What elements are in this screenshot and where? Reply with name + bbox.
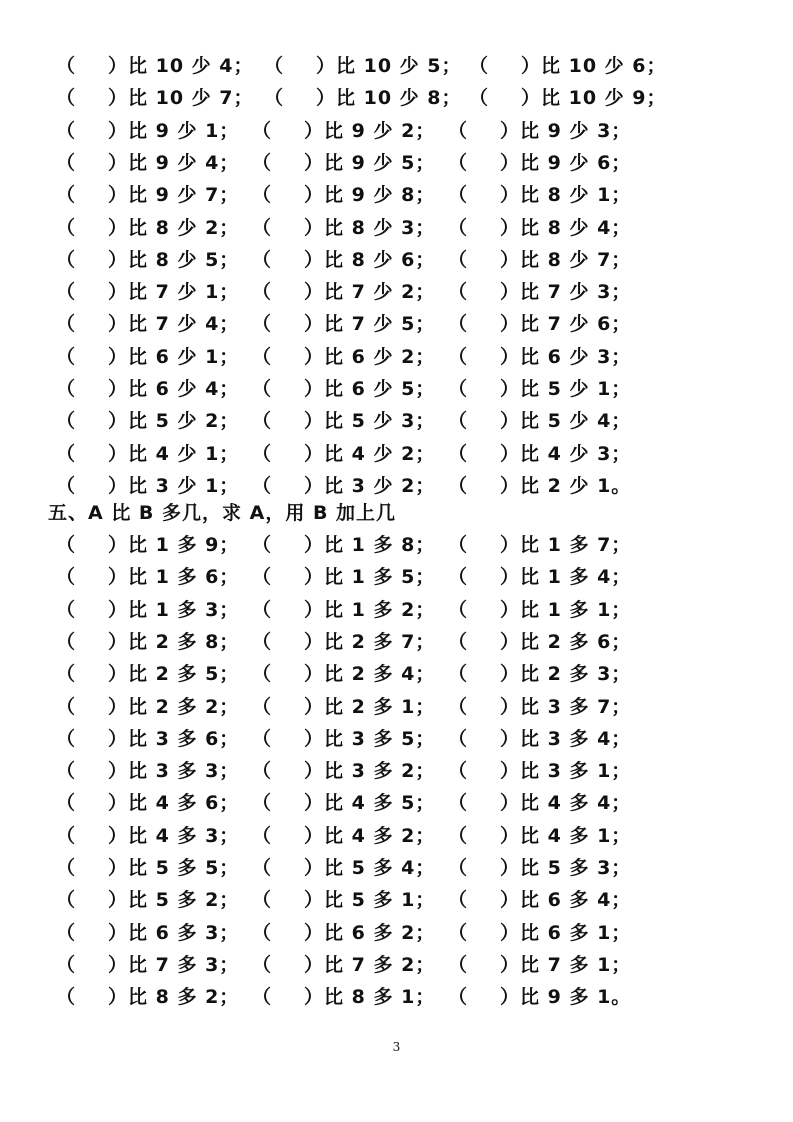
exercise-text: ）比 6 少 2； — [304, 345, 436, 368]
exercise-text: ）比 8 少 7； — [500, 248, 632, 271]
exercise-text: ）比 6 少 1； — [108, 345, 240, 368]
answer-blank-open-paren: （ — [252, 986, 272, 1009]
exercise-row — [0, 626, 793, 658]
answer-blank-open-paren: （ — [252, 184, 272, 207]
exercise-text: ）比 5 少 1； — [500, 378, 632, 400]
exercise-text: ）比 7 少 2； — [304, 281, 436, 304]
exercise-text: ）比 3 多 2； — [304, 760, 436, 783]
answer-blank-open-paren: （ — [252, 474, 272, 497]
answer-blank-open-paren: （ — [448, 889, 468, 912]
exercise-text: ）比 4 少 1； — [108, 442, 240, 465]
exercise-text: ）比 3 多 1； — [500, 760, 632, 783]
exercise-row — [0, 179, 793, 211]
exercise-text: ）比 4 多 2； — [304, 824, 436, 847]
answer-blank-open-paren: （ — [448, 216, 468, 239]
answer-blank-open-paren: （ — [448, 727, 468, 750]
exercise-text: ）比 10 少 6； — [521, 55, 667, 77]
answer-blank-open-paren: （ — [56, 598, 76, 621]
answer-blank-open-paren: （ — [252, 760, 272, 783]
answer-blank-open-paren: （ — [56, 824, 76, 847]
exercise-row — [0, 884, 793, 916]
exercise-text: ）比 8 多 1； — [304, 986, 436, 1009]
answer-blank-open-paren: （ — [252, 857, 272, 879]
answer-blank-open-paren: （ — [264, 87, 284, 110]
answer-blank-open-paren: （ — [252, 792, 272, 815]
exercise-text: ）比 2 多 1； — [304, 695, 436, 718]
answer-blank-open-paren: （ — [56, 534, 76, 556]
exercise-text: ）比 3 多 3； — [108, 760, 240, 783]
answer-blank-open-paren: （ — [469, 87, 489, 110]
exercise-text: ）比 9 少 8； — [304, 184, 436, 207]
page-number: 3 — [392, 1040, 401, 1054]
exercise-text: ）比 6 多 3； — [108, 921, 240, 944]
answer-blank-open-paren: （ — [252, 598, 272, 621]
answer-blank-open-paren: （ — [56, 55, 76, 77]
answer-blank-open-paren: （ — [252, 313, 272, 336]
answer-blank-open-paren: （ — [448, 663, 468, 686]
exercise-text: ）比 3 多 5； — [304, 727, 436, 750]
answer-blank-open-paren: （ — [252, 566, 272, 589]
answer-blank-open-paren: （ — [56, 663, 76, 686]
exercise-text: ）比 10 少 5； — [316, 55, 462, 77]
exercise-text: ）比 5 多 3； — [500, 857, 632, 879]
exercise-text: ）比 8 多 2； — [108, 986, 240, 1009]
answer-blank-open-paren: （ — [56, 248, 76, 271]
answer-blank-open-paren: （ — [252, 921, 272, 944]
answer-blank-open-paren: （ — [252, 695, 272, 718]
exercise-text: ）比 6 多 1； — [500, 921, 632, 944]
answer-blank-open-paren: （ — [56, 857, 76, 879]
exercise-text: ）比 9 少 3； — [500, 119, 632, 142]
exercise-text: ）比 5 少 3； — [304, 410, 436, 433]
answer-blank-open-paren: （ — [56, 630, 76, 653]
answer-blank-open-paren: （ — [252, 378, 272, 400]
answer-blank-open-paren: （ — [56, 760, 76, 783]
exercise-row — [0, 723, 793, 755]
answer-blank-open-paren: （ — [252, 663, 272, 686]
exercise-row — [0, 691, 793, 723]
answer-blank-open-paren: （ — [448, 248, 468, 271]
answer-blank-open-paren: （ — [252, 345, 272, 368]
answer-blank-open-paren: （ — [56, 695, 76, 718]
exercise-text: ）比 5 多 4； — [304, 857, 436, 879]
exercise-row — [0, 917, 793, 949]
exercise-text: ）比 1 多 9； — [108, 534, 240, 556]
exercise-text: ）比 4 多 6； — [108, 792, 240, 815]
answer-blank-open-paren: （ — [56, 281, 76, 304]
exercise-row — [0, 244, 793, 276]
exercise-row — [0, 373, 793, 405]
answer-blank-open-paren: （ — [56, 313, 76, 336]
answer-blank-open-paren: （ — [252, 410, 272, 433]
exercise-text: ）比 1 多 1； — [500, 598, 632, 621]
exercise-text: ）比 8 少 5； — [108, 248, 240, 271]
exercise-text: ）比 8 少 1； — [500, 184, 632, 207]
answer-blank-open-paren: （ — [56, 474, 76, 497]
exercise-text: ）比 10 少 9； — [521, 87, 667, 110]
answer-blank-open-paren: （ — [56, 345, 76, 368]
exercise-row — [0, 594, 793, 626]
exercise-text: ）比 5 少 2； — [108, 410, 240, 433]
exercise-text: ）比 3 多 6； — [108, 727, 240, 750]
answer-blank-open-paren: （ — [56, 442, 76, 465]
exercise-text: ）比 9 少 5； — [304, 151, 436, 174]
answer-blank-open-paren: （ — [448, 695, 468, 718]
exercise-text: ）比 9 少 7； — [108, 184, 240, 207]
exercise-text: ）比 2 多 7； — [304, 630, 436, 653]
answer-blank-open-paren: （ — [252, 824, 272, 847]
exercise-text: ）比 5 少 4； — [500, 410, 632, 433]
exercise-text: ）比 7 少 6； — [500, 313, 632, 336]
exercise-text: ）比 2 多 2； — [108, 695, 240, 718]
exercise-row — [0, 147, 793, 179]
answer-blank-open-paren: （ — [252, 281, 272, 304]
answer-blank-open-paren: （ — [252, 248, 272, 271]
exercise-text: ）比 5 多 5； — [108, 857, 240, 879]
answer-blank-open-paren: （ — [56, 727, 76, 750]
exercise-row — [0, 308, 793, 340]
exercise-text: ）比 6 少 5； — [304, 378, 436, 400]
answer-blank-open-paren: （ — [448, 598, 468, 621]
answer-blank-open-paren: （ — [448, 151, 468, 174]
exercise-text: ）比 10 少 4； — [108, 55, 254, 77]
answer-blank-open-paren: （ — [56, 87, 76, 110]
answer-blank-open-paren: （ — [448, 534, 468, 556]
exercise-row — [0, 405, 793, 437]
answer-blank-open-paren: （ — [448, 378, 468, 400]
answer-blank-open-paren: （ — [56, 184, 76, 207]
exercise-text: ）比 1 多 7； — [500, 534, 632, 556]
exercise-text: ）比 8 少 2； — [108, 216, 240, 239]
answer-blank-open-paren: （ — [448, 313, 468, 336]
exercise-text: ）比 7 少 4； — [108, 313, 240, 336]
exercise-text: ）比 5 多 1； — [304, 889, 436, 912]
exercise-text: ）比 8 少 4； — [500, 216, 632, 239]
section-five-heading: 五、A 比 B 多几，求 A，用 B 加上几 — [48, 502, 397, 524]
answer-blank-open-paren: （ — [448, 630, 468, 653]
answer-blank-open-paren: （ — [56, 889, 76, 912]
answer-blank-open-paren: （ — [252, 727, 272, 750]
answer-blank-open-paren: （ — [448, 824, 468, 847]
exercise-row — [0, 787, 793, 819]
exercise-text: ）比 2 多 3； — [500, 663, 632, 686]
exercise-text: ）比 9 少 2； — [304, 119, 436, 142]
answer-blank-open-paren: （ — [56, 410, 76, 433]
answer-blank-open-paren: （ — [56, 566, 76, 589]
exercise-text: ）比 8 少 6； — [304, 248, 436, 271]
exercise-row — [0, 438, 793, 470]
answer-blank-open-paren: （ — [252, 151, 272, 174]
answer-blank-open-paren: （ — [448, 345, 468, 368]
exercise-text: ）比 4 多 3； — [108, 824, 240, 847]
answer-blank-open-paren: （ — [448, 410, 468, 433]
exercise-row — [0, 276, 793, 308]
exercise-text: ）比 7 多 1； — [500, 953, 632, 976]
exercise-row — [0, 981, 793, 1013]
exercise-row — [0, 341, 793, 373]
exercise-text: ）比 9 少 1； — [108, 119, 240, 142]
exercise-text: ）比 9 少 4； — [108, 151, 240, 174]
exercise-text: ）比 9 少 6； — [500, 151, 632, 174]
answer-blank-open-paren: （ — [252, 216, 272, 239]
answer-blank-open-paren: （ — [448, 921, 468, 944]
exercise-text: ）比 7 少 3； — [500, 281, 632, 304]
exercise-text: ）比 1 多 2； — [304, 598, 436, 621]
exercise-row — [0, 820, 793, 852]
exercise-text: ）比 7 少 5； — [304, 313, 436, 336]
answer-blank-open-paren: （ — [252, 534, 272, 556]
answer-blank-open-paren: （ — [56, 216, 76, 239]
exercise-text: ）比 1 多 8； — [304, 534, 436, 556]
exercise-text: ）比 6 少 3； — [500, 345, 632, 368]
exercise-text: ）比 3 多 7； — [500, 695, 632, 718]
exercise-text: ）比 3 多 4； — [500, 727, 632, 750]
answer-blank-open-paren: （ — [56, 921, 76, 944]
answer-blank-open-paren: （ — [56, 986, 76, 1009]
exercise-row — [0, 561, 793, 593]
exercise-row — [0, 212, 793, 244]
exercise-text: ）比 7 多 2； — [304, 953, 436, 976]
exercise-row — [0, 852, 793, 884]
exercise-text: ）比 5 多 2； — [108, 889, 240, 912]
answer-blank-open-paren: （ — [448, 119, 468, 142]
exercise-text: ）比 1 多 6； — [108, 566, 240, 589]
answer-blank-open-paren: （ — [252, 630, 272, 653]
answer-blank-open-paren: （ — [448, 566, 468, 589]
exercise-text: ）比 2 多 5； — [108, 663, 240, 686]
answer-blank-open-paren: （ — [469, 55, 489, 77]
answer-blank-open-paren: （ — [448, 442, 468, 465]
answer-blank-open-paren: （ — [448, 986, 468, 1009]
exercise-text: ）比 6 少 4； — [108, 378, 240, 400]
exercise-text: ）比 3 少 2； — [304, 474, 436, 497]
answer-blank-open-paren: （ — [56, 792, 76, 815]
exercise-text: ）比 7 多 3； — [108, 953, 240, 976]
answer-blank-open-paren: （ — [448, 474, 468, 497]
exercise-text: ）比 4 多 5； — [304, 792, 436, 815]
answer-blank-open-paren: （ — [264, 55, 284, 77]
answer-blank-open-paren: （ — [252, 442, 272, 465]
exercise-text: ）比 10 少 8； — [316, 87, 462, 110]
exercise-text: ）比 7 少 1； — [108, 281, 240, 304]
exercise-text: ）比 1 多 5； — [304, 566, 436, 589]
exercise-row — [0, 50, 793, 82]
exercise-text: ）比 10 少 7； — [108, 87, 254, 110]
exercise-row — [0, 82, 793, 114]
answer-blank-open-paren: （ — [448, 281, 468, 304]
exercise-text: ）比 9 多 1。 — [500, 986, 632, 1009]
answer-blank-open-paren: （ — [448, 760, 468, 783]
exercise-text: ）比 2 多 8； — [108, 630, 240, 653]
answer-blank-open-paren: （ — [448, 184, 468, 207]
exercise-row — [0, 115, 793, 147]
exercise-text: ）比 2 多 4； — [304, 663, 436, 686]
answer-blank-open-paren: （ — [56, 378, 76, 400]
answer-blank-open-paren: （ — [252, 953, 272, 976]
exercise-row — [0, 755, 793, 787]
exercise-text: ）比 1 多 4； — [500, 566, 632, 589]
exercise-text: ）比 1 多 3； — [108, 598, 240, 621]
answer-blank-open-paren: （ — [56, 119, 76, 142]
exercise-text: ）比 8 少 3； — [304, 216, 436, 239]
answer-blank-open-paren: （ — [56, 151, 76, 174]
exercise-text: ）比 4 多 4； — [500, 792, 632, 815]
exercise-row — [0, 529, 793, 561]
exercise-text: ）比 2 少 1。 — [500, 474, 632, 497]
exercise-row — [0, 658, 793, 690]
exercise-text: ）比 6 多 4； — [500, 889, 632, 912]
exercise-text: ）比 3 少 1； — [108, 474, 240, 497]
exercise-text: ）比 4 少 3； — [500, 442, 632, 465]
exercise-text: ）比 4 少 2； — [304, 442, 436, 465]
answer-blank-open-paren: （ — [252, 119, 272, 142]
answer-blank-open-paren: （ — [448, 792, 468, 815]
exercise-text: ）比 2 多 6； — [500, 630, 632, 653]
answer-blank-open-paren: （ — [448, 953, 468, 976]
exercise-text: ）比 6 多 2； — [304, 921, 436, 944]
answer-blank-open-paren: （ — [56, 953, 76, 976]
answer-blank-open-paren: （ — [252, 889, 272, 912]
exercise-row — [0, 949, 793, 981]
answer-blank-open-paren: （ — [448, 857, 468, 879]
exercise-text: ）比 4 多 1； — [500, 824, 632, 847]
